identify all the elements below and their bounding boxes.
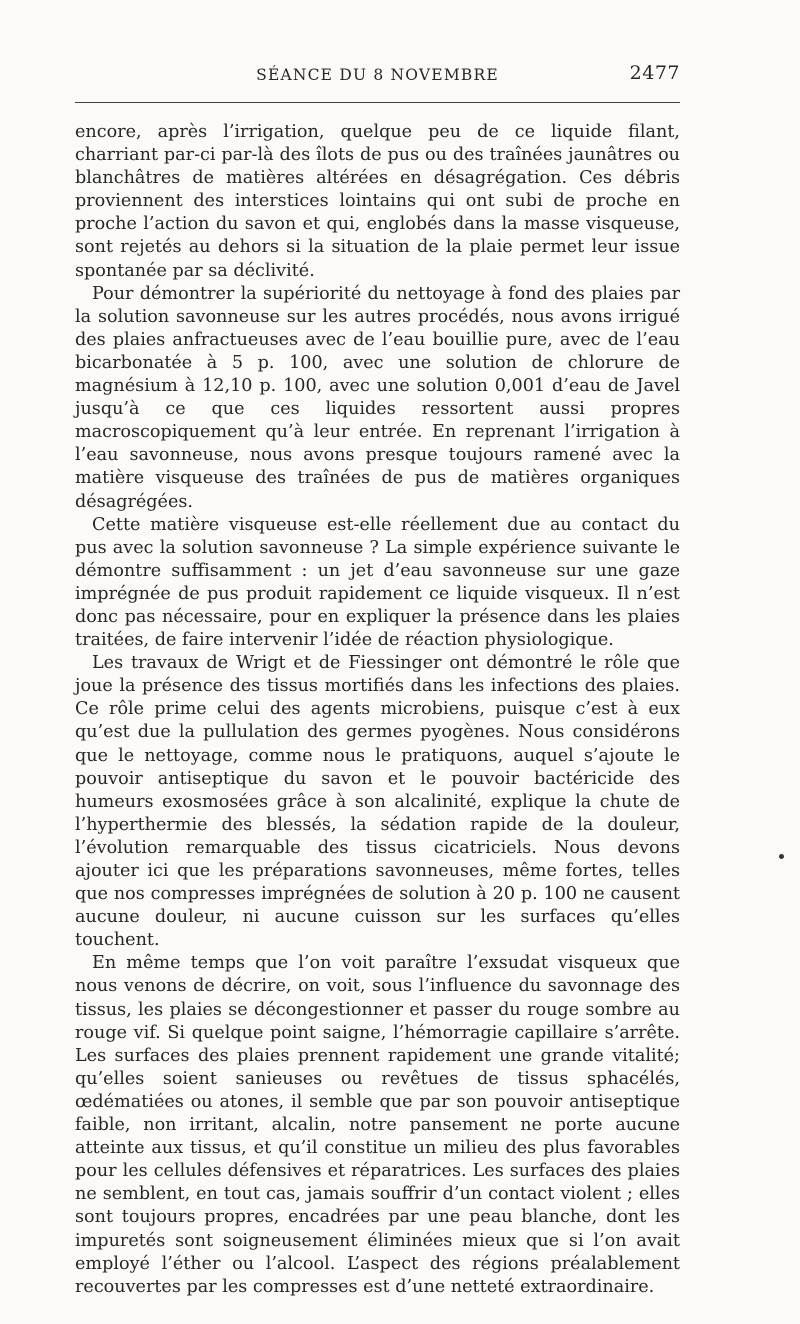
page-header xyxy=(75,62,680,92)
ink-speck xyxy=(779,854,784,859)
body-text xyxy=(75,121,680,1299)
header-rule xyxy=(75,102,680,103)
paragraph-continued: encore, après l’irrigation, quelque peu de ce liquide filant, charriant par-ci par-là des îlots de pus ou des traînées jaunâtres ou blanchâtres de matières altérées en désagrégation. Ces débris proviennent des interstices lointains qui ont subi de proche en proche l’action du savon et qui, englobés dans la masse visqueuse, sont rejetés au dehors si la situation de la plaie permet leur issue spontanée par sa déclivité. xyxy=(75,122,680,281)
paragraph: En même temps que l’on voit paraître l’exsudat visqueux que nous venons de décrire, on voit, sous l’influence du savonnage des tissus, les plaies se décongestionner et passer du rouge sombre au rouge vif. Si quelque point saigne, l’hémorragie capillaire s’arrête. Les surfaces des plaies prennent rapidement une grande vitalité; qu’elles soient sanieuses ou revêtues de tissus sphacélés, œdématiées ou atones, il semble que par son pouvoir antiseptique faible, non irritant, alcalin, notre pansement ne porte aucune atteinte aux tissus, et qu’il constitue un milieu des plus favorables pour les cellules défensives et réparatrices. Les surfaces des plaies ne semblent, en tout cas, jamais souffrir d’un contact violent ; elles sont toujours propres, encadrées par une peau blanche, dont les impuretés sont soigneusement éliminées mieux que si l’on avait employé l’éther ou l’alcool. L’aspect des régions préalablement recouvertes par les compresses est d’une netteté extraordinaire. xyxy=(75,953,680,1297)
running-head: SÉANCE DU 8 NOVEMBRE xyxy=(256,66,499,84)
paragraph: Cette matière visqueuse est-elle réellement due au contact du pus avec la solution savonneuse ? La simple expérience suivante le démontre suffisamment : un jet d’eau savonneuse sur une gaze imprégnée de pus produit rapidement ce liquide visqueux. Il n’est donc pas nécessaire, pour en expliquer la présence dans les plaies traitées, de faire intervenir l’idée de réaction physiologique. xyxy=(75,514,680,651)
paragraph: Pour démontrer la supériorité du nettoyage à fond des plaies par la solution savonneuse sur les autres procédés, nous avons irrigué des plaies anfractueuses avec de l’eau bouillie pure, avec de l’eau bicarbonatée à 5 p. 100, avec une solution de chlorure de magnésium à 12,10 p. 100, avec une solution 0,001 d’eau de Javel jusqu’à ce que ces liquides ressortent aussi propres macroscopiquement qu’à leur entrée. En reprenant l’irrigation à l’eau savonneuse, nous avons presque toujours ramené avec la matière visqueuse des traînées de pus de matières organiques désagrégées. xyxy=(75,283,680,512)
paragraph: Les travaux de Wrigt et de Fiessinger ont démontré le rôle que joue la présence des tissus mortifiés dans les infections des plaies. Ce rôle prime celui des agents microbiens, puisque c’est à eux qu’est due la pullulation des germes pyogènes. Nous considérons que le nettoyage, comme nous le pratiquons, auquel s’ajoute le pouvoir antiseptique du savon et le pouvoir bactéricide des humeurs exosmosées grâce à son alcalinité, explique la chute de l’hyperthermie des blessés, la sédation rapide de la douleur, l’évolution remarquable des tissus cicatriciels. Nous devons ajouter ici que les préparations savonneuses, même fortes, telles que nos compresses imprégnées de solution à 20 p. 100 ne causent aucune douleur, ni aucune cuisson sur les surfaces qu’elles touchent. xyxy=(75,653,680,951)
page-number: 2477 xyxy=(629,62,680,84)
